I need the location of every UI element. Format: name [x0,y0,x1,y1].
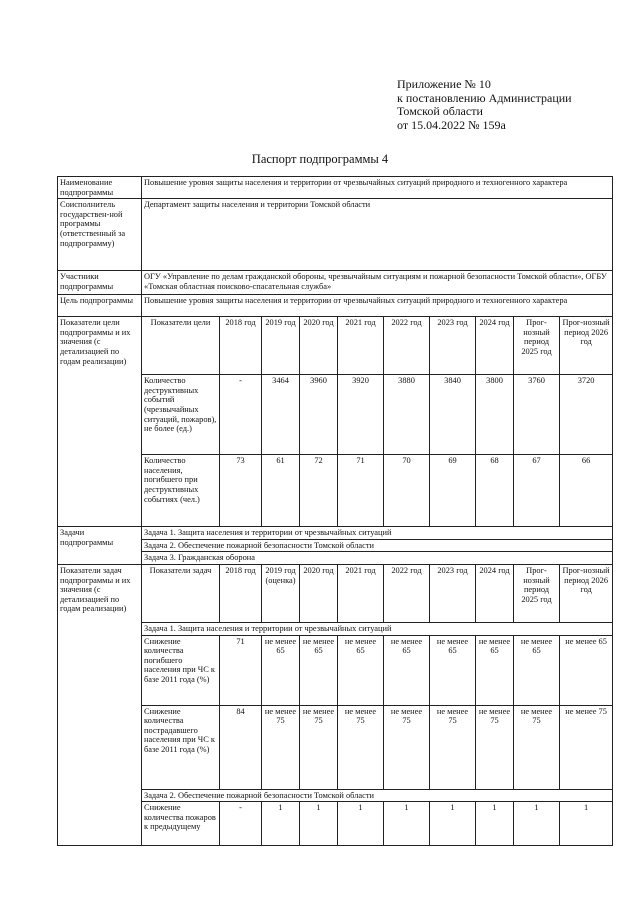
indicator-value: не менее 65 [476,635,514,705]
indicator-value: не менее 75 [560,705,613,789]
indicator-value: 84 [220,705,262,789]
indicator-value: 1 [514,802,560,846]
row-label: Соисполнитель государствен-ной программы (ответственный за подпрограмму) [58,199,142,271]
task-row [58,552,613,565]
indicator-value: 70 [384,455,430,527]
column-header: Прог-нозный период 2026 год [560,317,613,375]
indicator-value: не менее 65 [560,635,613,705]
indicator-value: 3920 [338,375,384,455]
column-header: 2024 год [476,564,514,622]
indicator-value: не менее 65 [430,635,476,705]
indicator-value: 1 [262,802,300,846]
task-row [58,539,613,552]
column-header: 2024 год [476,317,514,375]
table-row [58,635,613,705]
indicator-value: 3840 [430,375,476,455]
column-header: 2021 год [338,564,384,622]
passport-table [57,176,613,846]
row-coexecutor [58,199,613,271]
indicator-value: 67 [514,455,560,527]
indicator-value: 66 [560,455,613,527]
indicator-value: не менее 65 [384,635,430,705]
row-label: Участники подпрограммы [58,271,142,295]
indicator-value: 1 [384,802,430,846]
column-header: 2019 год [262,317,300,375]
row-value: Повышение уровня защиты населения и территории от чрезвычайных ситуаций природного и техногенного характера [142,177,613,199]
task-item: Задача 1. Защита населения и территории от чрезвычайных ситуаций [142,527,613,540]
task2-subheader: Задача 2. Обеспечение пожарной безопасности Томской области [142,789,613,802]
row-label: Наименование подпрограммы [58,177,142,199]
task-indicators-label: Показатели задач подпрограммы и их значения (с детализацией по годам реализации) [58,564,142,845]
column-header: 2019 год (оценка) [262,564,300,622]
row-value: ОГУ «Управление по делам гражданской обороны, чрезвычайным ситуациям и пожарной безопасности Томской области», ОГБУ «Томская областная поисково-спасательная служба» [142,271,613,295]
tasks-label: Задачи подпрограммы [58,527,142,565]
column-header: 2018 год [220,317,262,375]
indicator-value: 3880 [384,375,430,455]
goal-indicators-header-row [58,317,613,375]
column-header: 2022 год [384,317,430,375]
indicator-value: не менее 75 [338,705,384,789]
indicator-value: 71 [220,635,262,705]
column-header: Прог-нозный период 2026 год [560,564,613,622]
indicator-value: не менее 75 [430,705,476,789]
indicator-name: Снижение количества погибшего населения при ЧС к базе 2011 года (%) [142,635,220,705]
indicator-value: не менее 65 [262,635,300,705]
column-header: 2023 год [430,564,476,622]
indicator-value: - [220,375,262,455]
indicator-value: 1 [430,802,476,846]
indicator-value: 73 [220,455,262,527]
task-row [58,527,613,540]
indicator-value: 1 [338,802,384,846]
task-indicators-header-row [58,564,613,622]
indicator-value: 3960 [300,375,338,455]
row-participants [58,271,613,295]
table-row [58,705,613,789]
indicator-value: 3464 [262,375,300,455]
task1-subheader: Задача 1. Защита населения и территории от чрезвычайных ситуаций [142,622,613,635]
row-value: Департамент защиты населения и территории Томской области [142,199,613,271]
indicator-value: - [220,802,262,846]
indicator-value: не менее 75 [262,705,300,789]
column-header: 2023 год [430,317,476,375]
page-title: Паспорт подпрограммы 4 [251,152,389,166]
indicator-name: Снижение количества пострадавшего населения при ЧС к базе 2011 года (%) [142,705,220,789]
indicator-name: Количество деструктивных событий (чрезвычайных ситуаций, пожаров), не более (ед.) [142,375,220,455]
table-row [58,375,613,455]
indicator-value: не менее 75 [514,705,560,789]
row-label: Цель подпрограммы [58,295,142,317]
indicator-value: не менее 75 [384,705,430,789]
indicator-value: 61 [262,455,300,527]
column-header: Прог-нозный период 2025 год [514,317,560,375]
indicator-value: не менее 75 [476,705,514,789]
column-header: Показатели цели [142,317,220,375]
row-goal [58,295,613,317]
indicator-value: не менее 65 [514,635,560,705]
goal-indicators-label: Показатели цели подпрограммы и их значения (с детализацией по годам реализации) [58,317,142,527]
indicator-name: Снижение количества пожаров к предыдущему [142,802,220,846]
indicator-value: 3800 [476,375,514,455]
indicator-value: 3720 [560,375,613,455]
task-item: Задача 3. Гражданская оборона [142,552,613,565]
row-name [58,177,613,199]
task-subheader-row [58,789,613,802]
indicator-value: 68 [476,455,514,527]
appendix-note: Приложение № 10 к постановлению Администрации Томской области от 15.04.2022 № 159а [397,77,572,132]
task-item: Задача 2. Обеспечение пожарной безопасности Томской области [142,539,613,552]
column-header: 2021 год [338,317,384,375]
indicator-value: 71 [338,455,384,527]
table-row [58,802,613,846]
column-header: 2020 год [300,564,338,622]
column-header: 2018 год [220,564,262,622]
column-header: 2020 год [300,317,338,375]
row-value: Повышение уровня защиты населения и территории от чрезвычайных ситуаций природного и техногенного характера [142,295,613,317]
column-header: Показатели задач [142,564,220,622]
indicator-value: 3760 [514,375,560,455]
indicator-name: Количество населения, погибшего при деструктивных событиях (чел.) [142,455,220,527]
indicator-value: не менее 65 [338,635,384,705]
column-header: 2022 год [384,564,430,622]
table-row [58,455,613,527]
indicator-value: 72 [300,455,338,527]
task-subheader-row [58,622,613,635]
column-header: Прог-нозный период 2025 год [514,564,560,622]
indicator-value: 1 [300,802,338,846]
indicator-value: не менее 65 [300,635,338,705]
indicator-value: 1 [476,802,514,846]
indicator-value: 1 [560,802,613,846]
indicator-value: 69 [430,455,476,527]
indicator-value: не менее 75 [300,705,338,789]
